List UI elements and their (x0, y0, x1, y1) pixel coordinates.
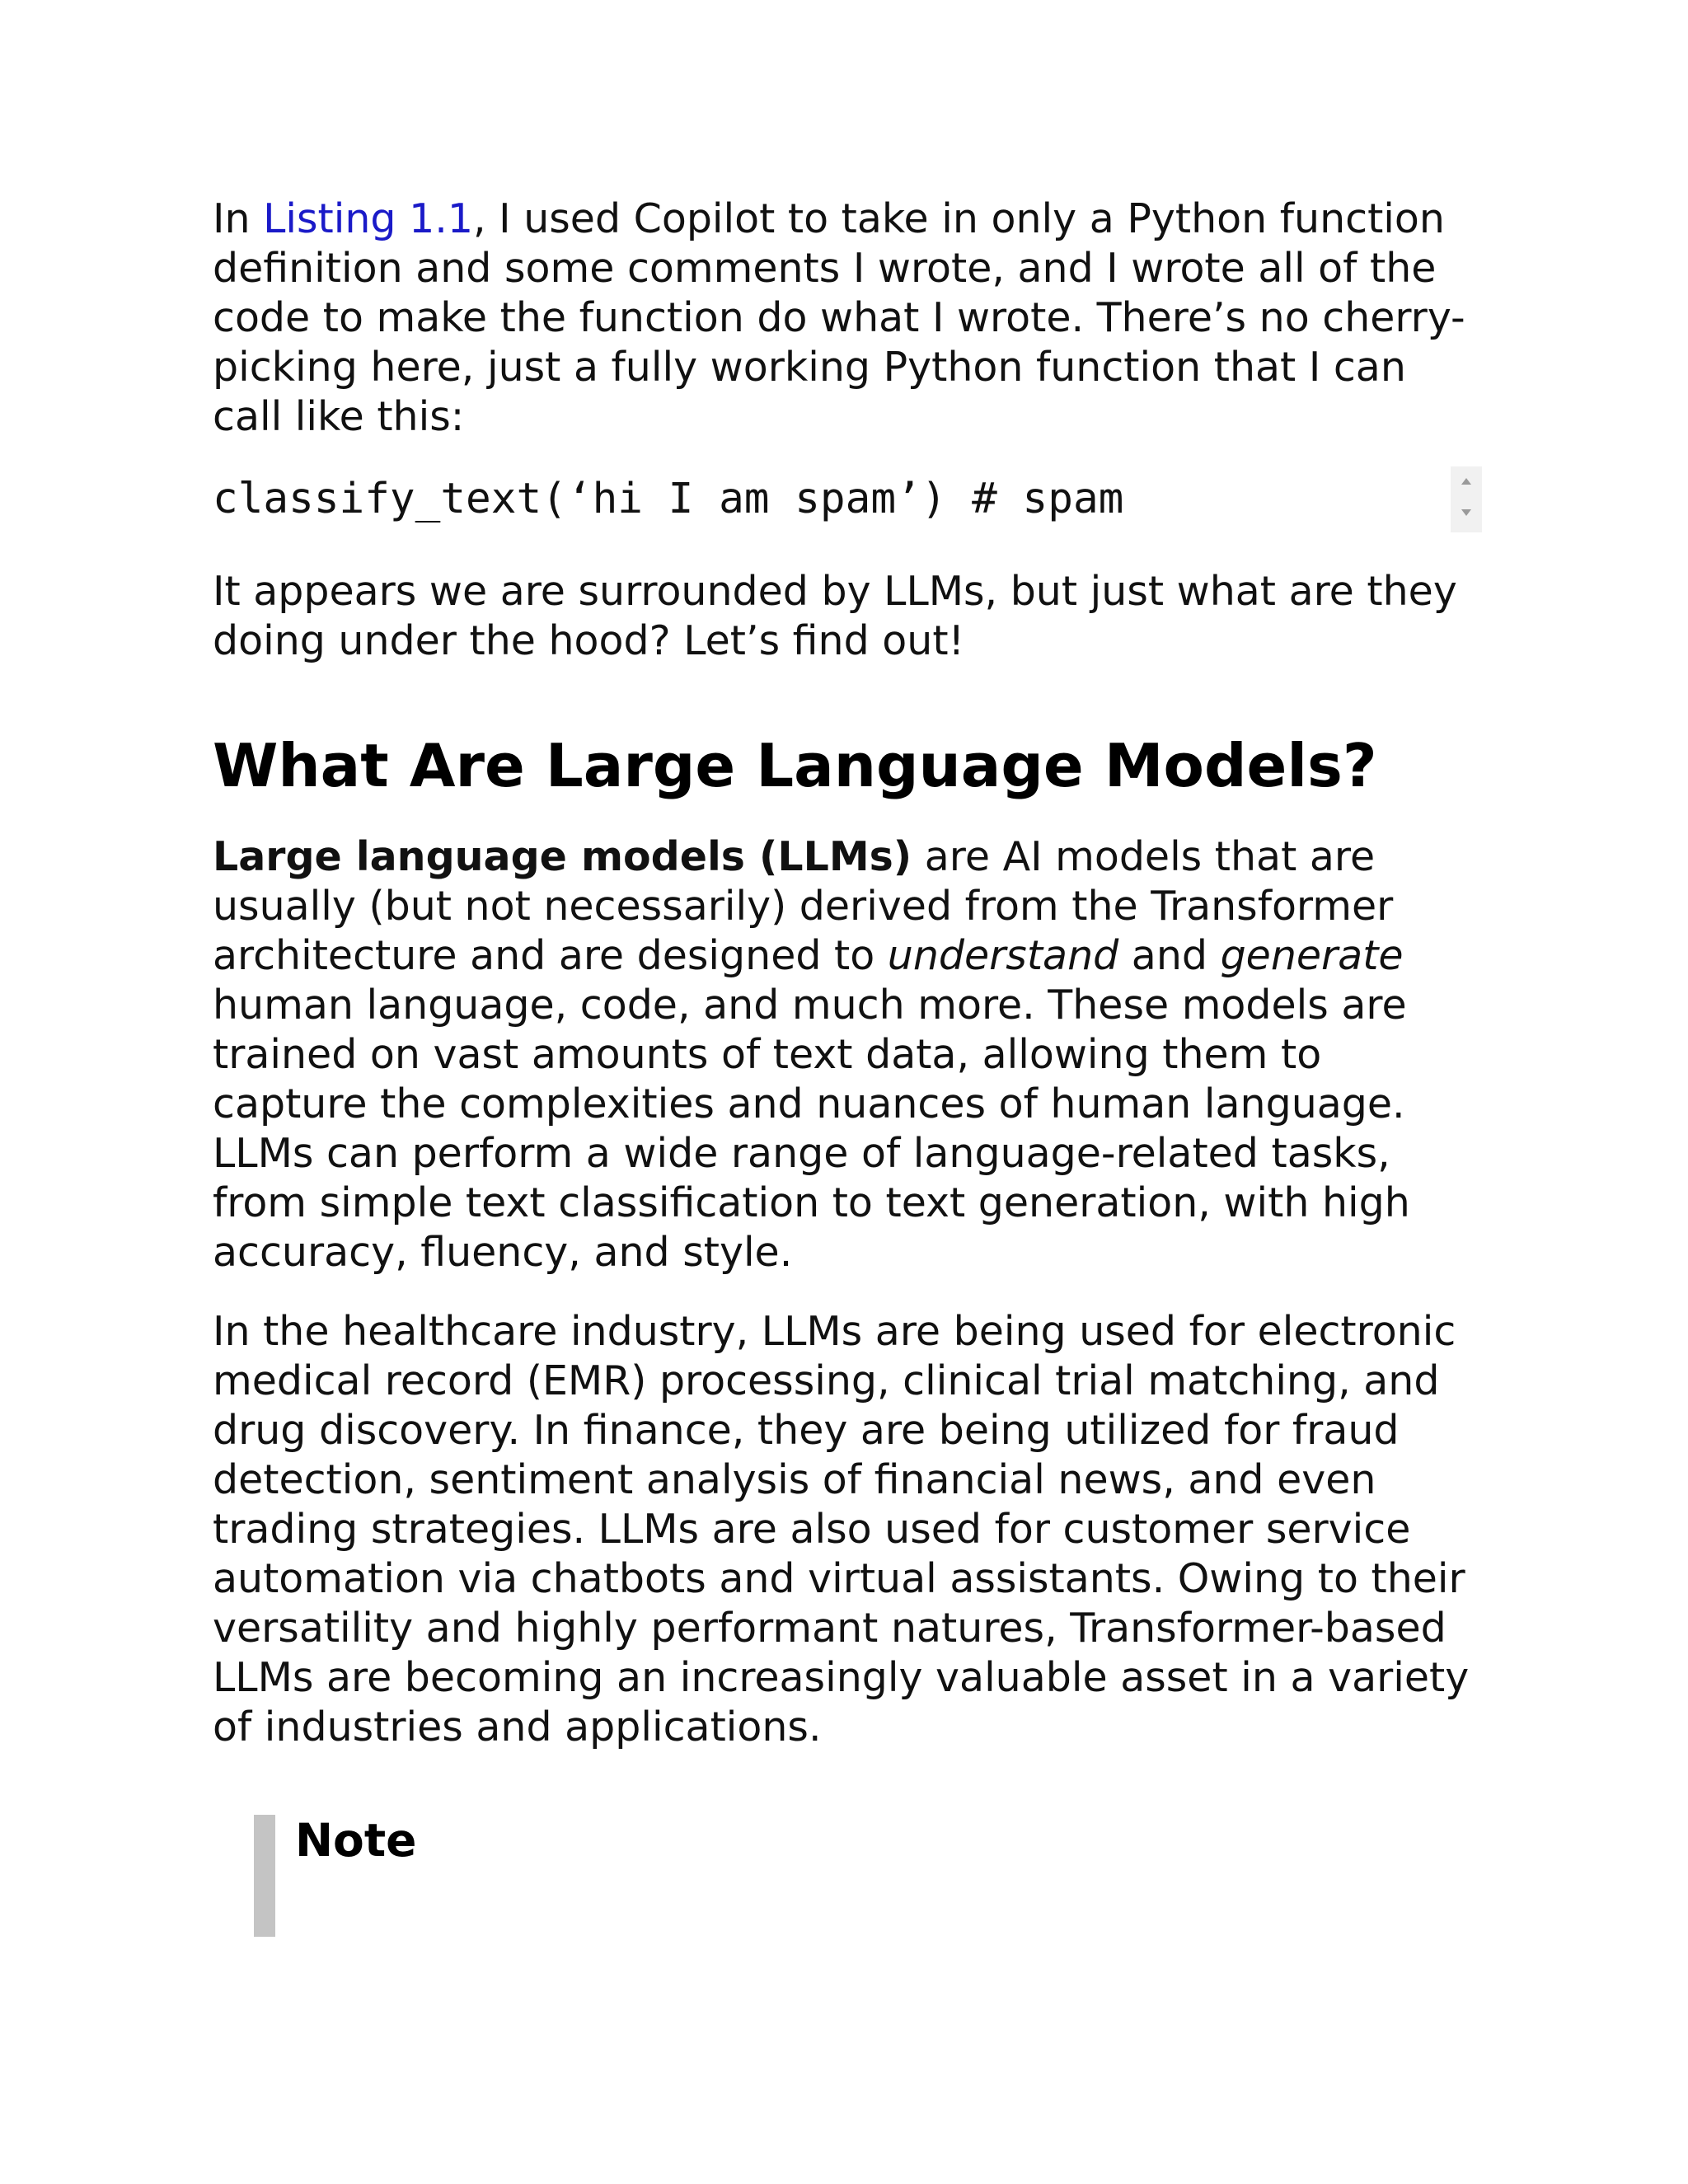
definition-text-3: human language, code, and much more. These models are trained on vast amounts of text data, allowing them to capture the complexities and nuances of human language. LLMs can perform a wide range of language-related tasks, from simple text classification to text generation, with high accuracy, fluency, and style. (213, 982, 1410, 1276)
section-heading: What Are Large Language Models? (213, 731, 1377, 800)
llm-definition-paragraph (213, 832, 1482, 1277)
emphasis-understand: understand (887, 932, 1119, 979)
definition-text-1: are AI models that are usually (but not necessarily) derived from the Transformer architecture and are designed to (213, 833, 1394, 979)
code-block[interactable] (213, 466, 1482, 532)
code-line: classify_text(‘hi I am spam’) # spam (213, 475, 1124, 523)
scroll-up-arrow-icon[interactable] (1461, 478, 1471, 485)
code-scrollbar[interactable] (1451, 466, 1482, 532)
scroll-down-arrow-icon[interactable] (1461, 509, 1471, 516)
industry-use-paragraph: In the healthcare industry, LLMs are being used for electronic medical record (EMR) processing, clinical trial matching, and drug discovery. In finance, they are being utilized for fraud detection, sentiment analysis of financial news, and even trading strategies. LLMs are also used for customer service automation via chatbots and virtual assistants. Owing to their versatility and highly performant natures, Transformer-based LLMs are becoming an increasingly valuable asset in a variety of industries and applications. (213, 1308, 1470, 1750)
llm-term: Large language models (LLMs) (213, 833, 912, 880)
intro-text-after-link: , I used Copilot to take in only a Python function definition and some comments I wrote, and I wrote all of the code to make the function do what I wrote. There’s no cherry-picking here, just a fully working Python function that I can call like this: (213, 195, 1465, 440)
intro-paragraph (213, 194, 1482, 442)
note-title: Note (295, 1814, 417, 1867)
llm-surround-paragraph: It appears we are surrounded by LLMs, but just what are they doing under the hood? Let’s find out! (213, 568, 1457, 664)
listing-1-1-link[interactable]: Listing 1.1 (263, 195, 474, 242)
page-content (213, 194, 1482, 1937)
note-callout (254, 1815, 1482, 1937)
intro-text-before-link: In (213, 195, 264, 242)
definition-text-2: and (1118, 932, 1221, 979)
emphasis-generate: generate (1220, 932, 1404, 979)
